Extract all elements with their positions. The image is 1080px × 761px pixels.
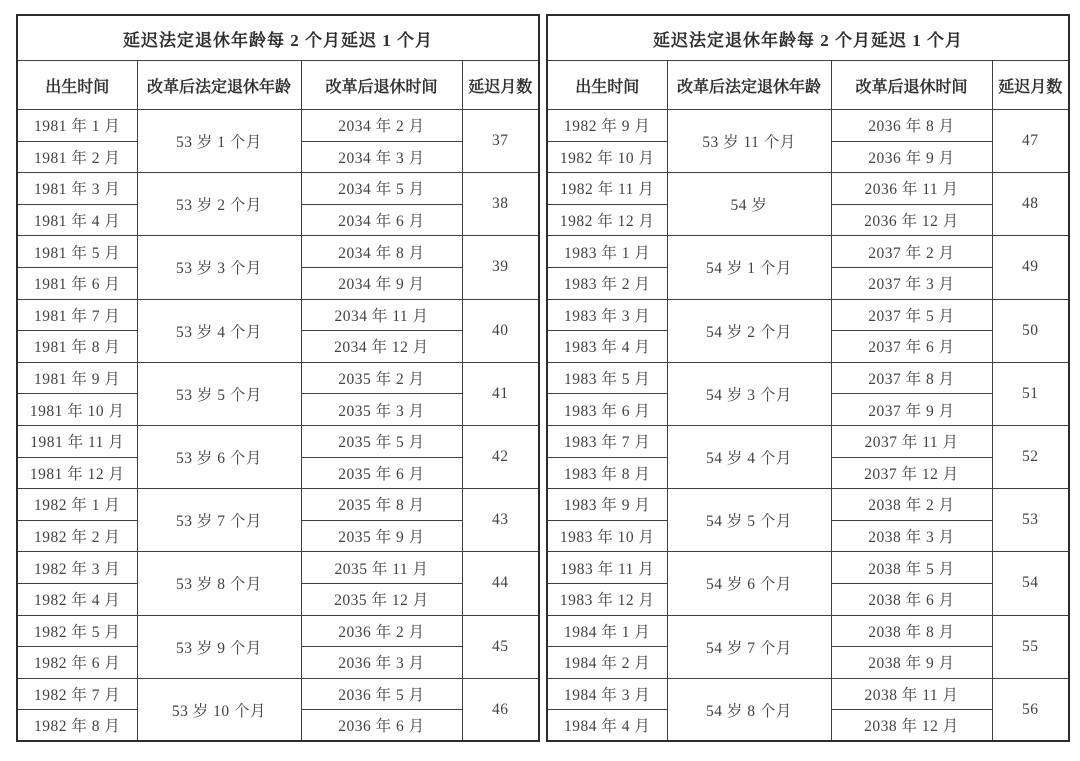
age-cell: 54 岁 4 个月 [667, 425, 831, 488]
table-title: 延迟法定退休年龄每 2 个月延迟 1 个月 [17, 15, 539, 61]
table-row [547, 615, 1069, 647]
retire-cell: 2035 年 3 月 [301, 394, 462, 426]
retirement-table-left [16, 14, 540, 742]
table-header-row [17, 61, 539, 110]
birth-cell: 1981 年 7 月 [17, 299, 137, 331]
retire-cell: 2037 年 6 月 [831, 331, 992, 363]
col-header-reform-age: 改革后法定退休年龄 [137, 61, 301, 110]
delay-cell: 56 [992, 678, 1069, 741]
retire-cell: 2035 年 11 月 [301, 552, 462, 584]
delay-cell: 37 [462, 110, 539, 173]
table-row [17, 110, 539, 142]
delay-cell: 48 [992, 173, 1069, 236]
col-header-birth-time: 出生时间 [17, 61, 137, 110]
retire-cell: 2038 年 3 月 [831, 520, 992, 552]
retire-cell: 2037 年 2 月 [831, 236, 992, 268]
birth-cell: 1982 年 3 月 [17, 552, 137, 584]
table-row [547, 552, 1069, 584]
delay-cell: 52 [992, 425, 1069, 488]
birth-cell: 1982 年 6 月 [17, 647, 137, 679]
retire-cell: 2034 年 8 月 [301, 236, 462, 268]
table-title-row [547, 15, 1069, 61]
birth-cell: 1983 年 3 月 [547, 299, 667, 331]
retire-cell: 2036 年 6 月 [301, 710, 462, 742]
birth-cell: 1981 年 12 月 [17, 457, 137, 489]
retire-cell: 2037 年 11 月 [831, 425, 992, 457]
birth-cell: 1983 年 11 月 [547, 552, 667, 584]
retire-cell: 2035 年 12 月 [301, 583, 462, 615]
birth-cell: 1982 年 1 月 [17, 489, 137, 521]
birth-cell: 1983 年 10 月 [547, 520, 667, 552]
birth-cell: 1981 年 11 月 [17, 425, 137, 457]
delay-cell: 39 [462, 236, 539, 299]
delay-cell: 49 [992, 236, 1069, 299]
birth-cell: 1983 年 2 月 [547, 267, 667, 299]
birth-cell: 1982 年 9 月 [547, 110, 667, 142]
retire-cell: 2037 年 8 月 [831, 362, 992, 394]
birth-cell: 1982 年 2 月 [17, 520, 137, 552]
retire-cell: 2034 年 9 月 [301, 267, 462, 299]
col-header-birth-time: 出生时间 [547, 61, 667, 110]
retire-cell: 2035 年 2 月 [301, 362, 462, 394]
retire-cell: 2038 年 9 月 [831, 647, 992, 679]
retire-cell: 2034 年 5 月 [301, 173, 462, 205]
age-cell: 54 岁 [667, 173, 831, 236]
birth-cell: 1981 年 6 月 [17, 267, 137, 299]
retire-cell: 2038 年 8 月 [831, 615, 992, 647]
retire-cell: 2035 年 9 月 [301, 520, 462, 552]
retire-cell: 2036 年 2 月 [301, 615, 462, 647]
retire-cell: 2034 年 11 月 [301, 299, 462, 331]
birth-cell: 1982 年 10 月 [547, 141, 667, 173]
table-row [547, 678, 1069, 710]
delay-cell: 42 [462, 425, 539, 488]
birth-cell: 1982 年 8 月 [17, 710, 137, 742]
table-row [17, 552, 539, 584]
delay-cell: 43 [462, 489, 539, 552]
retire-cell: 2034 年 6 月 [301, 204, 462, 236]
delay-cell: 40 [462, 299, 539, 362]
table-row [17, 678, 539, 710]
retire-cell: 2036 年 11 月 [831, 173, 992, 205]
retire-cell: 2037 年 3 月 [831, 267, 992, 299]
col-header-reform-age: 改革后法定退休年龄 [667, 61, 831, 110]
age-cell: 54 岁 2 个月 [667, 299, 831, 362]
age-cell: 53 岁 7 个月 [137, 489, 301, 552]
retire-cell: 2036 年 12 月 [831, 204, 992, 236]
retire-cell: 2038 年 5 月 [831, 552, 992, 584]
age-cell: 53 岁 11 个月 [667, 110, 831, 173]
age-cell: 53 岁 9 个月 [137, 615, 301, 678]
birth-cell: 1982 年 4 月 [17, 583, 137, 615]
delay-cell: 50 [992, 299, 1069, 362]
retire-cell: 2035 年 8 月 [301, 489, 462, 521]
birth-cell: 1983 年 6 月 [547, 394, 667, 426]
retire-cell: 2036 年 8 月 [831, 110, 992, 142]
birth-cell: 1984 年 1 月 [547, 615, 667, 647]
table-row [17, 173, 539, 205]
retire-cell: 2034 年 2 月 [301, 110, 462, 142]
retirement-table-right [546, 14, 1070, 742]
table-row [17, 236, 539, 268]
retire-cell: 2034 年 12 月 [301, 331, 462, 363]
retire-cell: 2038 年 11 月 [831, 678, 992, 710]
age-cell: 53 岁 3 个月 [137, 236, 301, 299]
delay-cell: 54 [992, 552, 1069, 615]
retire-cell: 2038 年 6 月 [831, 583, 992, 615]
age-cell: 54 岁 6 个月 [667, 552, 831, 615]
delay-cell: 45 [462, 615, 539, 678]
table-row [547, 110, 1069, 142]
birth-cell: 1981 年 9 月 [17, 362, 137, 394]
retire-cell: 2037 年 5 月 [831, 299, 992, 331]
table-row [547, 173, 1069, 205]
birth-cell: 1981 年 3 月 [17, 173, 137, 205]
age-cell: 53 岁 10 个月 [137, 678, 301, 741]
retire-cell: 2036 年 3 月 [301, 647, 462, 679]
birth-cell: 1982 年 11 月 [547, 173, 667, 205]
birth-cell: 1982 年 12 月 [547, 204, 667, 236]
age-cell: 54 岁 1 个月 [667, 236, 831, 299]
retire-cell: 2035 年 5 月 [301, 425, 462, 457]
birth-cell: 1981 年 5 月 [17, 236, 137, 268]
age-cell: 54 岁 8 个月 [667, 678, 831, 741]
table-row [17, 425, 539, 457]
delay-cell: 55 [992, 615, 1069, 678]
birth-cell: 1981 年 2 月 [17, 141, 137, 173]
table-row [547, 362, 1069, 394]
table-row [547, 425, 1069, 457]
birth-cell: 1984 年 3 月 [547, 678, 667, 710]
age-cell: 54 岁 3 个月 [667, 362, 831, 425]
retire-cell: 2036 年 5 月 [301, 678, 462, 710]
retire-cell: 2036 年 9 月 [831, 141, 992, 173]
table-header-row [547, 61, 1069, 110]
table-row [547, 489, 1069, 521]
birth-cell: 1983 年 12 月 [547, 583, 667, 615]
age-cell: 53 岁 8 个月 [137, 552, 301, 615]
table-row [547, 236, 1069, 268]
col-header-delay-months: 延迟月数 [992, 61, 1069, 110]
retire-cell: 2038 年 12 月 [831, 710, 992, 742]
age-cell: 54 岁 5 个月 [667, 489, 831, 552]
age-cell: 54 岁 7 个月 [667, 615, 831, 678]
delay-cell: 41 [462, 362, 539, 425]
retire-cell: 2037 年 9 月 [831, 394, 992, 426]
birth-cell: 1983 年 1 月 [547, 236, 667, 268]
delay-cell: 38 [462, 173, 539, 236]
birth-cell: 1983 年 5 月 [547, 362, 667, 394]
age-cell: 53 岁 2 个月 [137, 173, 301, 236]
retire-cell: 2034 年 3 月 [301, 141, 462, 173]
table-title-row [17, 15, 539, 61]
birth-cell: 1981 年 1 月 [17, 110, 137, 142]
table-row [17, 299, 539, 331]
age-cell: 53 岁 1 个月 [137, 110, 301, 173]
birth-cell: 1982 年 7 月 [17, 678, 137, 710]
delay-cell: 47 [992, 110, 1069, 173]
table-title: 延迟法定退休年龄每 2 个月延迟 1 个月 [547, 15, 1069, 61]
age-cell: 53 岁 5 个月 [137, 362, 301, 425]
table-body [547, 110, 1069, 742]
retire-cell: 2035 年 6 月 [301, 457, 462, 489]
age-cell: 53 岁 6 个月 [137, 425, 301, 488]
age-cell: 53 岁 4 个月 [137, 299, 301, 362]
table-body [17, 110, 539, 742]
retire-cell: 2037 年 12 月 [831, 457, 992, 489]
table-row [547, 299, 1069, 331]
col-header-delay-months: 延迟月数 [462, 61, 539, 110]
delay-cell: 53 [992, 489, 1069, 552]
birth-cell: 1982 年 5 月 [17, 615, 137, 647]
birth-cell: 1984 年 4 月 [547, 710, 667, 742]
birth-cell: 1984 年 2 月 [547, 647, 667, 679]
birth-cell: 1981 年 8 月 [17, 331, 137, 363]
delay-cell: 51 [992, 362, 1069, 425]
delay-cell: 44 [462, 552, 539, 615]
table-row [17, 362, 539, 394]
retire-cell: 2038 年 2 月 [831, 489, 992, 521]
birth-cell: 1983 年 4 月 [547, 331, 667, 363]
table-row [17, 489, 539, 521]
table-row [17, 615, 539, 647]
birth-cell: 1983 年 7 月 [547, 425, 667, 457]
col-header-reform-retire: 改革后退休时间 [831, 61, 992, 110]
birth-cell: 1981 年 4 月 [17, 204, 137, 236]
birth-cell: 1981 年 10 月 [17, 394, 137, 426]
col-header-reform-retire: 改革后退休时间 [301, 61, 462, 110]
birth-cell: 1983 年 9 月 [547, 489, 667, 521]
delay-cell: 46 [462, 678, 539, 741]
birth-cell: 1983 年 8 月 [547, 457, 667, 489]
